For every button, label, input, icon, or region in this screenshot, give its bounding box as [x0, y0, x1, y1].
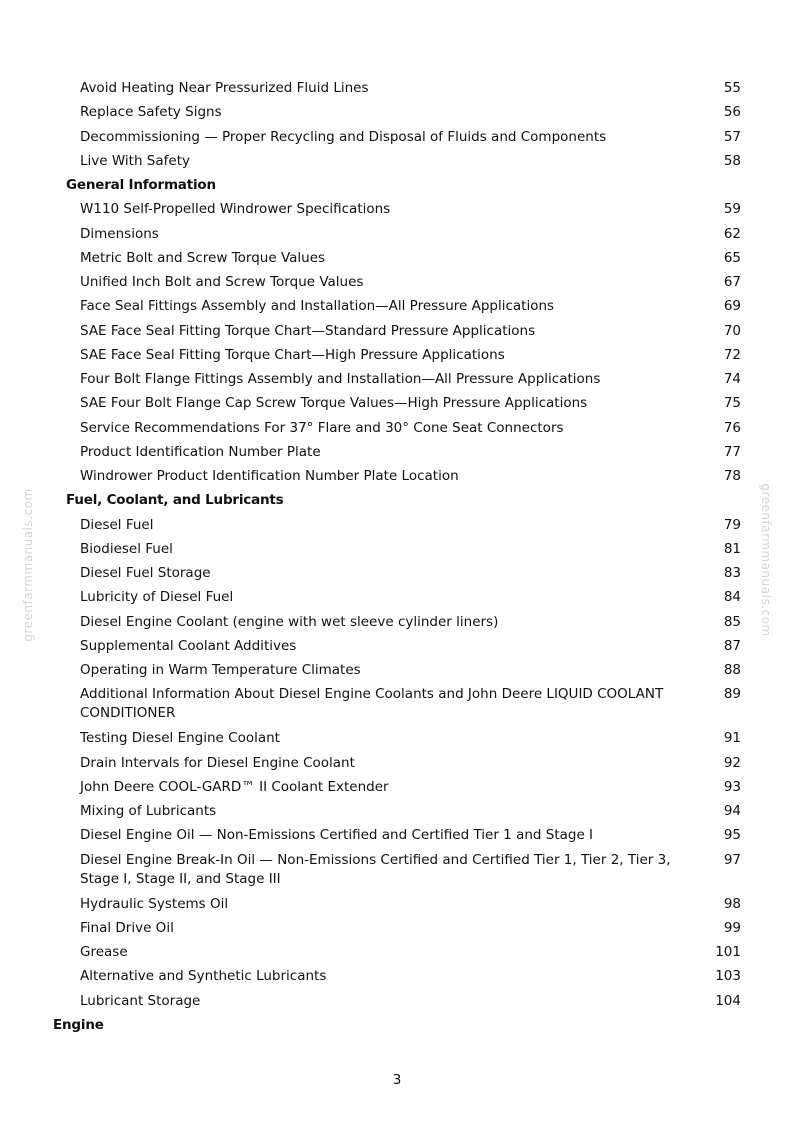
- toc-entry[interactable]: [0, 683, 794, 727]
- toc-entry[interactable]: [0, 77, 794, 101]
- toc-entry-page: 101: [715, 944, 741, 960]
- toc-section-heading: General Information: [66, 177, 216, 193]
- toc-section-heading: Engine: [53, 1016, 104, 1033]
- toc-entry-page: 62: [723, 225, 741, 242]
- toc-entry[interactable]: [0, 247, 794, 271]
- toc-entry[interactable]: [0, 635, 794, 659]
- toc-entry-title: Face Seal Fittings Assembly and Installation—All Pressure Applications: [80, 298, 555, 315]
- toc-entry-title: Drain Intervals for Diesel Engine Coolant: [80, 754, 355, 771]
- toc-entry-title: Metric Bolt and Screw Torque Values: [80, 249, 326, 266]
- toc-entry-page: 104: [715, 992, 741, 1009]
- toc-entry-title: Decommissioning — Proper Recycling and Disposal of Fluids and Components: [80, 128, 607, 145]
- toc-entry[interactable]: [0, 101, 794, 125]
- toc-entry-page: 103: [715, 968, 741, 985]
- toc-entry-page: 70: [723, 322, 741, 339]
- toc-entry-page: 87: [723, 637, 741, 654]
- toc-entry-title: Product Identification Number Plate: [80, 443, 321, 460]
- toc-entry-page: 95: [723, 827, 741, 844]
- toc-entry-page: 75: [723, 395, 741, 412]
- toc-entry-title: Windrower Product Identification Number Plate Location: [80, 468, 459, 484]
- toc-entry-title: Diesel Fuel Storage: [80, 565, 211, 581]
- toc-entry-page: 67: [723, 274, 741, 290]
- toc-entry-title: Testing Diesel Engine Coolant: [80, 730, 280, 747]
- toc-entry-page: 84: [723, 589, 741, 606]
- toc-entry[interactable]: [0, 441, 794, 465]
- toc-entry[interactable]: [0, 295, 794, 319]
- toc-entry-page: 58: [723, 152, 741, 169]
- toc-entry[interactable]: [0, 917, 794, 941]
- toc-entry-page: 74: [723, 371, 741, 387]
- toc-entry[interactable]: [0, 849, 794, 893]
- toc-entry[interactable]: [0, 893, 794, 917]
- toc-entry[interactable]: [0, 198, 794, 222]
- toc-entry-title: Diesel Engine Oil — Non-Emissions Certified and Certified Tier 1 and Stage I: [80, 827, 594, 844]
- toc-entry-title: Supplemental Coolant Additives: [80, 637, 297, 654]
- toc-entry-title: Diesel Engine Coolant (engine with wet sleeve cylinder liners): [80, 613, 499, 630]
- toc-entry-page: 98: [723, 895, 741, 912]
- toc-entry-title: SAE Four Bolt Flange Cap Screw Torque Values—High Pressure Applications: [80, 395, 588, 412]
- watermark-left: greenfarmmanuals.com: [21, 488, 35, 642]
- toc-entry-title: Live With Safety: [80, 152, 190, 169]
- toc-section-heading: Fuel, Coolant, and Lubricants: [66, 492, 284, 509]
- toc-entry-page: 91: [723, 730, 741, 747]
- toc-entry[interactable]: [0, 586, 794, 610]
- toc-entry[interactable]: [0, 223, 794, 247]
- toc-entry-page: 76: [723, 419, 741, 436]
- toc-entry-page: 88: [723, 662, 741, 678]
- toc-entry-page: 69: [723, 298, 741, 315]
- toc-entry-page: 92: [723, 754, 741, 771]
- toc-entry-title: Dimensions: [80, 225, 159, 242]
- toc-entry-page: 81: [723, 540, 741, 557]
- toc-entry-title: John Deere COOL-GARD™ II Coolant Extender: [80, 778, 389, 795]
- toc-entry-page: 85: [723, 613, 741, 630]
- toc-entry-title: Diesel Fuel: [80, 516, 154, 533]
- toc-entry[interactable]: [0, 562, 794, 586]
- toc-entry[interactable]: [0, 465, 794, 489]
- toc-entry-page: 56: [723, 104, 741, 121]
- toc-entry-title: Replace Safety Signs: [80, 104, 222, 121]
- toc-entry-title: SAE Face Seal Fitting Torque Chart—High Pressure Applications: [80, 346, 505, 363]
- toc-entry-page: 93: [723, 778, 741, 795]
- watermark-right: greenfarmmanuals.com: [759, 483, 773, 637]
- toc-entry[interactable]: [0, 392, 794, 416]
- toc-entry-title: Biodiesel Fuel: [80, 540, 173, 557]
- toc-entry-title: Final Drive Oil: [80, 919, 174, 936]
- toc-entry-page: 83: [723, 565, 741, 581]
- toc-entry[interactable]: [0, 990, 794, 1014]
- page-number: 3: [392, 1072, 402, 1088]
- toc-entry-page: 72: [723, 346, 741, 363]
- toc-entry-title: Operating in Warm Temperature Climates: [80, 662, 361, 678]
- toc-entry-title: Hydraulic Systems Oil: [80, 895, 229, 912]
- toc-section-engine[interactable]: [0, 1014, 794, 1038]
- toc-entry-title: Additional Information About Diesel Engine Coolants and John Deere LIQUID COOLANT CONDITIONER: [80, 686, 664, 722]
- toc-entry-title: Lubricity of Diesel Fuel: [80, 589, 234, 606]
- toc-entry-page: 59: [723, 201, 741, 218]
- toc-entry-page: 94: [723, 803, 741, 819]
- toc-entry-title: Unified Inch Bolt and Screw Torque Values: [80, 274, 364, 290]
- toc-entry-title: Grease: [80, 944, 128, 960]
- toc-section-fuel-coolant-lubricants[interactable]: [0, 489, 794, 513]
- toc-entry[interactable]: [0, 752, 794, 776]
- toc-entry[interactable]: [0, 800, 794, 824]
- toc-entry[interactable]: [0, 344, 794, 368]
- toc-entry[interactable]: [0, 320, 794, 344]
- toc-entry-page: 78: [723, 468, 741, 484]
- toc-entry-title: Alternative and Synthetic Lubricants: [80, 968, 327, 985]
- toc-entry[interactable]: [0, 126, 794, 150]
- toc-entry-page: 79: [723, 516, 741, 533]
- toc-entry-title: Lubricant Storage: [80, 992, 201, 1009]
- toc-entry-title: SAE Face Seal Fitting Torque Chart—Standard Pressure Applications: [80, 322, 536, 339]
- toc-entry[interactable]: [0, 941, 794, 965]
- toc-entry-page: 65: [723, 249, 741, 266]
- toc-entry[interactable]: [0, 965, 794, 989]
- toc-entry[interactable]: [0, 368, 794, 392]
- toc-entry-page: 99: [723, 919, 741, 936]
- toc-section-general-information[interactable]: [0, 174, 794, 198]
- toc-entry[interactable]: [0, 271, 794, 295]
- toc-entry-title: Service Recommendations For 37° Flare and 30° Cone Seat Connectors: [80, 419, 564, 436]
- toc-entry[interactable]: [0, 150, 794, 174]
- toc-entry-page: 77: [723, 443, 741, 460]
- toc-entry[interactable]: [0, 417, 794, 441]
- toc-entry[interactable]: [0, 776, 794, 800]
- toc-entry-title: W110 Self-Propelled Windrower Specifications: [80, 201, 391, 218]
- toc-entry[interactable]: [0, 611, 794, 635]
- toc-entry-page: 55: [723, 80, 741, 96]
- toc-entry-page: 97: [723, 851, 741, 868]
- toc-entry[interactable]: [0, 659, 794, 683]
- table-of-contents: [0, 77, 794, 1038]
- toc-entry-title: Four Bolt Flange Fittings Assembly and Installation—All Pressure Applications: [80, 371, 601, 387]
- toc-entry[interactable]: [0, 538, 794, 562]
- toc-entry-page: 57: [723, 128, 741, 145]
- toc-entry-title: Mixing of Lubricants: [80, 803, 217, 819]
- toc-entry[interactable]: [0, 514, 794, 538]
- toc-entry[interactable]: [0, 727, 794, 751]
- toc-entry-page: 89: [723, 686, 741, 703]
- toc-entry-title: Diesel Engine Break-In Oil — Non-Emissions Certified and Certified Tier 1, Tier 2, Tier 3, Stage I, Stage II, and Stage III: [80, 851, 671, 887]
- toc-entry[interactable]: [0, 824, 794, 848]
- toc-entry-title: Avoid Heating Near Pressurized Fluid Lines: [80, 80, 369, 96]
